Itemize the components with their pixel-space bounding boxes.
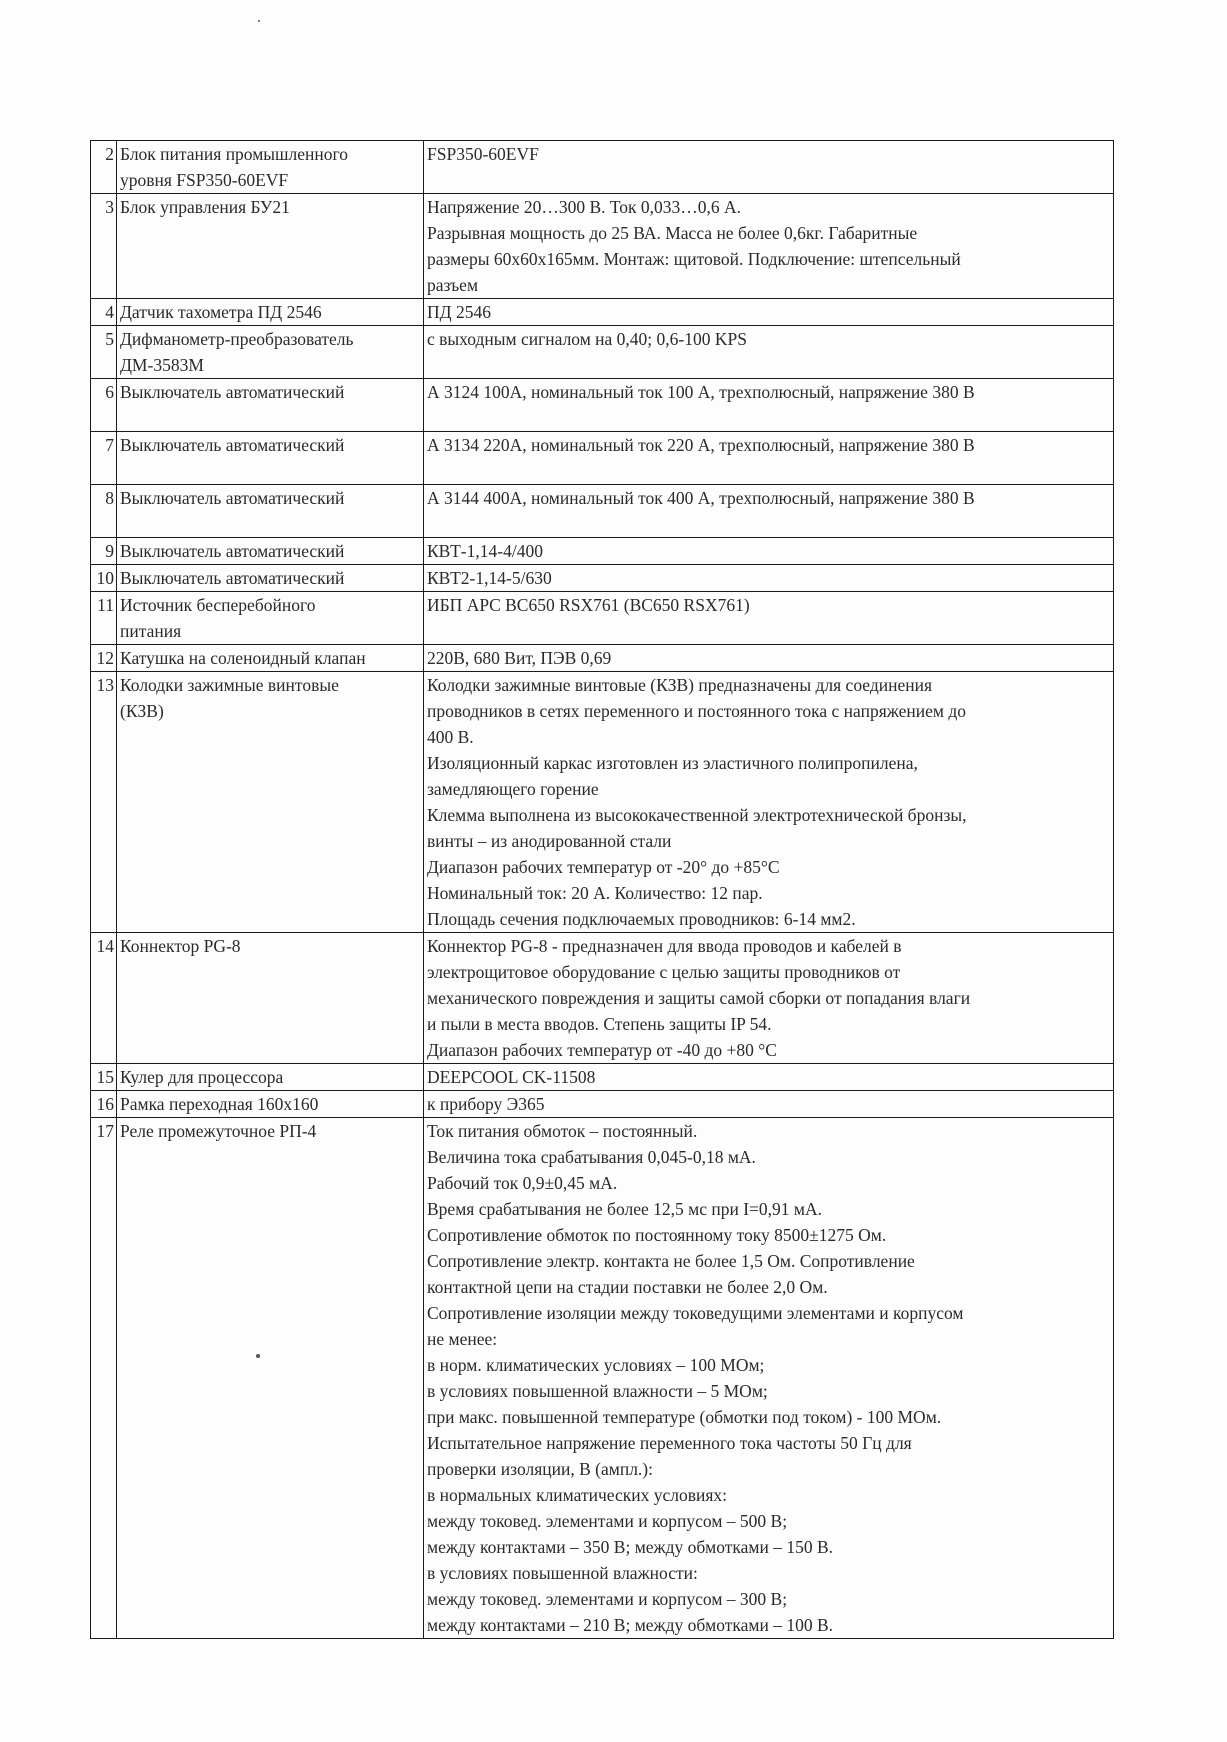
table-row	[91, 1118, 1114, 1639]
item-description-line: Сопротивление электр. контакта не более 1,5 Ом. Сопротивление	[427, 1251, 915, 1271]
item-name-cell	[117, 485, 424, 538]
item-description-line: Изоляционный каркас изготовлен из эластичного полипропилена,	[427, 753, 918, 773]
item-description-line: проверки изоляции, В (ампл.):	[427, 1459, 653, 1479]
item-name-line: Выключатель автоматический	[120, 568, 345, 588]
item-description-line: ИБП APC BC650 RSX761 (BC650 RSX761)	[427, 595, 750, 615]
item-name-line: ДМ-3583М	[120, 355, 204, 375]
item-description-line: электрощитовое оборудование с целью защиты проводников от	[427, 962, 901, 982]
item-name-line: Блок питания промышленного	[120, 144, 349, 164]
item-description-line: 400 В.	[427, 727, 474, 747]
item-name-cell	[117, 592, 424, 645]
item-description-line: Испытательное напряжение переменного тока частоты 50 Гц для	[427, 1433, 912, 1453]
item-description-line: А 3134 220А, номинальный ток 220 А, трехполюсный, напряжение 380 В	[427, 435, 975, 455]
table-row	[91, 432, 1114, 485]
row-number: 2	[91, 141, 117, 194]
item-description-line: винты – из анодированной стали	[427, 831, 672, 851]
row-number: 3	[91, 194, 117, 299]
item-description-line: Диапазон рабочих температур от -40 до +80 °С	[427, 1040, 777, 1060]
item-description-line: FSP350-60EVF	[427, 144, 539, 164]
item-name-cell	[117, 299, 424, 326]
item-description-line: контактной цепи на стадии поставки не более 2,0 Ом.	[427, 1277, 828, 1297]
item-name-line: Коннектор PG-8	[120, 936, 241, 956]
item-description-line: и пыли в места вводов. Степень защиты IP 54.	[427, 1014, 772, 1034]
item-description-line: между токовед. элементами и корпусом – 300 В;	[427, 1589, 788, 1609]
item-description-line: КВТ2-1,14-5/630	[427, 568, 552, 588]
item-description-line: в нормальных климатических условиях:	[427, 1485, 728, 1505]
item-name-line: Рамка переходная 160х160	[120, 1094, 319, 1114]
item-description-cell	[424, 592, 1114, 645]
item-name-cell	[117, 432, 424, 485]
item-description-cell	[424, 1091, 1114, 1118]
item-name-cell	[117, 1118, 424, 1639]
item-description-line: не менее:	[427, 1329, 498, 1349]
item-description-line: в норм. климатических условиях – 100 МОм;	[427, 1355, 765, 1375]
table-row	[91, 1064, 1114, 1091]
item-name-cell	[117, 141, 424, 194]
item-description-cell	[424, 538, 1114, 565]
item-description-line: между токовед. элементами и корпусом – 500 В;	[427, 1511, 788, 1531]
item-description-cell	[424, 672, 1114, 933]
item-name-line: Источник бесперебойного	[120, 595, 316, 615]
table-row	[91, 645, 1114, 672]
row-number: 14	[91, 933, 117, 1064]
item-name-line: Колодки зажимные винтовые	[120, 675, 339, 695]
item-description-line: ПД 2546	[427, 302, 491, 322]
item-name-line: питания	[120, 621, 182, 641]
item-name-cell	[117, 194, 424, 299]
table-row	[91, 379, 1114, 432]
item-description-line: А 3124 100А, номинальный ток 100 А, трехполюсный, напряжение 380 В	[427, 382, 975, 402]
item-name-cell	[117, 1064, 424, 1091]
row-number: 15	[91, 1064, 117, 1091]
item-description-line: Сопротивление обмоток по постоянному току 8500±1275 Ом.	[427, 1225, 887, 1245]
item-description-line: Величина тока срабатывания 0,045-0,18 мА.	[427, 1147, 756, 1167]
item-name-line: Датчик тахометра ПД 2546	[120, 302, 322, 322]
row-number: 13	[91, 672, 117, 933]
item-description-line: в условиях повышенной влажности – 5 МОм;	[427, 1381, 768, 1401]
item-name-cell	[117, 1091, 424, 1118]
item-description-cell	[424, 432, 1114, 485]
item-name-line: Выключатель автоматический	[120, 382, 345, 402]
item-name-cell	[117, 645, 424, 672]
item-description-cell	[424, 645, 1114, 672]
item-description-line: между контактами – 210 В; между обмотками – 100 В.	[427, 1615, 833, 1635]
row-number: 8	[91, 485, 117, 538]
item-description-line: с выходным сигналом на 0,40; 0,6-100 KPS	[427, 329, 747, 349]
item-name-line: Выключатель автоматический	[120, 435, 345, 455]
specification-table-body	[91, 141, 1114, 1639]
row-number: 5	[91, 326, 117, 379]
item-description-line: Ток питания обмоток – постоянный.	[427, 1121, 698, 1141]
row-number: 16	[91, 1091, 117, 1118]
item-description-line: проводников в сетях переменного и постоянного тока с напряжением до	[427, 701, 966, 721]
item-description-line: разъем	[427, 275, 479, 295]
item-description-line: Площадь сечения подключаемых проводников: 6-14 мм2.	[427, 909, 856, 929]
item-name-line: Выключатель автоматический	[120, 541, 345, 561]
row-number: 4	[91, 299, 117, 326]
row-number: 6	[91, 379, 117, 432]
item-description-cell	[424, 326, 1114, 379]
item-description-line: Колодки зажимные винтовые (КЗВ) предназначены для соединения	[427, 675, 932, 695]
item-name-cell	[117, 538, 424, 565]
item-description-cell	[424, 1118, 1114, 1639]
item-description-line	[427, 511, 1110, 537]
item-name-line: Реле промежуточное РП-4	[120, 1121, 317, 1141]
table-row	[91, 194, 1114, 299]
item-name-cell	[117, 672, 424, 933]
row-number: 12	[91, 645, 117, 672]
table-row	[91, 538, 1114, 565]
item-description-line: Рабочий ток 0,9±0,45 мА.	[427, 1173, 618, 1193]
item-description-line: замедляющего горение	[427, 779, 599, 799]
item-description-cell	[424, 565, 1114, 592]
table-row	[91, 592, 1114, 645]
item-description-line: Коннектор PG-8 - предназначен для ввода проводов и кабелей в	[427, 936, 902, 956]
item-description-line: DEEPCOOL CK-11508	[427, 1067, 596, 1087]
row-number: 11	[91, 592, 117, 645]
item-description-line: Напряжение 20…300 В. Ток 0,033…0,6 А.	[427, 197, 742, 217]
item-description-cell	[424, 933, 1114, 1064]
item-name-line: Дифманометр-преобразователь	[120, 329, 354, 349]
item-description-cell	[424, 485, 1114, 538]
specification-table	[90, 140, 1114, 1639]
item-description-line: в условиях повышенной влажности:	[427, 1563, 698, 1583]
item-description-line: при макс. повышенной температуре (обмотки под током) - 100 МОм.	[427, 1407, 942, 1427]
item-description-line: 220В, 680 Вит, ПЭВ 0,69	[427, 648, 612, 668]
item-description-cell	[424, 141, 1114, 194]
item-description-line: А 3144 400А, номинальный ток 400 А, трехполюсный, напряжение 380 В	[427, 488, 975, 508]
table-row	[91, 141, 1114, 194]
scan-speck	[258, 20, 260, 22]
row-number: 9	[91, 538, 117, 565]
item-description-line	[427, 405, 1110, 431]
table-row	[91, 326, 1114, 379]
item-name-line: уровня FSP350-60EVF	[120, 170, 289, 190]
table-row	[91, 933, 1114, 1064]
item-description-cell	[424, 194, 1114, 299]
item-description-line: Диапазон рабочих температур от -20° до +85°С	[427, 857, 780, 877]
item-description-line: Номинальный ток: 20 А. Количество: 12 пар.	[427, 883, 763, 903]
item-name-cell	[117, 933, 424, 1064]
table-row	[91, 672, 1114, 933]
item-description-line: Клемма выполнена из высококачественной электротехнической бронзы,	[427, 805, 967, 825]
item-description-cell	[424, 1064, 1114, 1091]
item-name-cell	[117, 565, 424, 592]
table-row	[91, 299, 1114, 326]
item-name-line: Катушка на соленоидный клапан	[120, 648, 366, 668]
row-number: 7	[91, 432, 117, 485]
item-description-line: Время срабатывания не более 12,5 мс при I=0,91 мА.	[427, 1199, 822, 1219]
item-description-line: между контактами – 350 В; между обмотками – 150 В.	[427, 1537, 833, 1557]
item-name-line: (КЗВ)	[120, 701, 164, 721]
row-number: 17	[91, 1118, 117, 1639]
table-row	[91, 1091, 1114, 1118]
item-name-cell	[117, 379, 424, 432]
item-description-line: Разрывная мощность до 25 ВА. Масса не более 0,6кг. Габаритные	[427, 223, 918, 243]
item-name-line: Кулер для процессора	[120, 1067, 284, 1087]
item-description-line: размеры 60х60х165мм. Монтаж: щитовой. Подключение: штепсельный	[427, 249, 961, 269]
item-description-line: КВТ-1,14-4/400	[427, 541, 543, 561]
row-number: 10	[91, 565, 117, 592]
item-description-line: Сопротивление изоляции между токоведущими элементами и корпусом	[427, 1303, 964, 1323]
item-name-cell	[117, 326, 424, 379]
item-description-line: к прибору Э365	[427, 1094, 545, 1114]
item-description-cell	[424, 379, 1114, 432]
item-description-line	[427, 458, 1110, 484]
table-row	[91, 485, 1114, 538]
item-description-line: механического повреждения и защиты самой сборки от попадания влаги	[427, 988, 971, 1008]
item-name-line: Блок управления БУ21	[120, 197, 290, 217]
item-description-cell	[424, 299, 1114, 326]
table-row	[91, 565, 1114, 592]
item-name-line: Выключатель автоматический	[120, 488, 345, 508]
